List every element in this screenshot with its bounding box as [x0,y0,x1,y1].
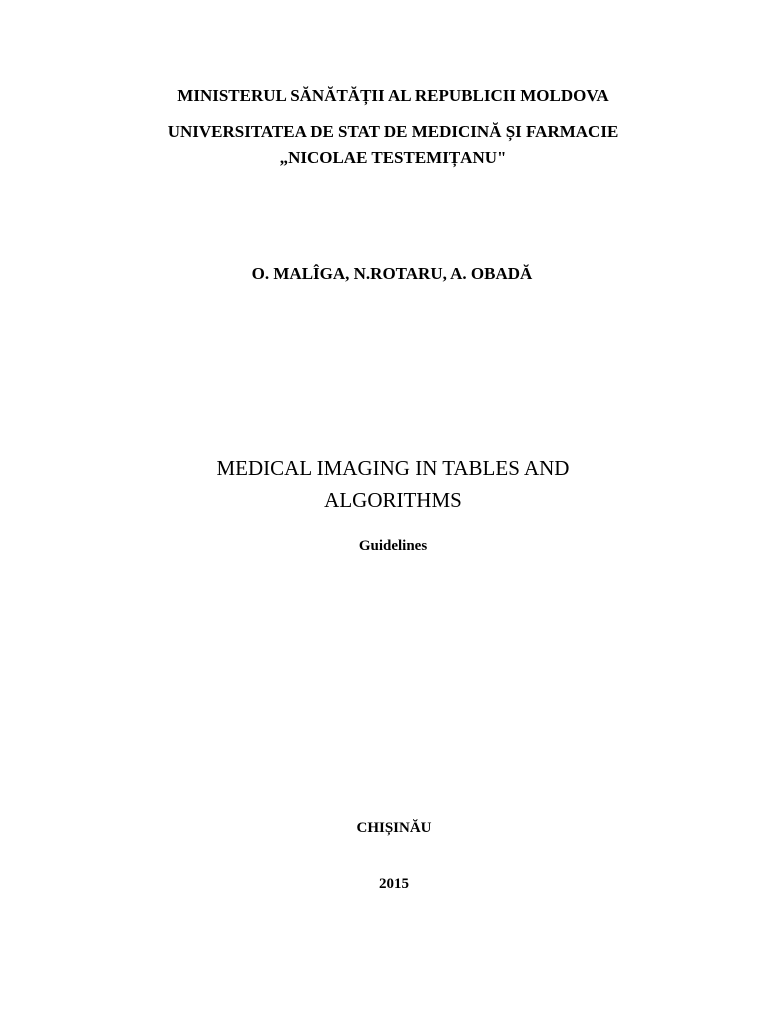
publication-city: CHIȘINĂU [356,820,432,836]
publication-year: 2015 [379,876,409,892]
university-heading-line-1: UNIVERSITATEA DE STAT DE MEDICINĂ ȘI FARMACIE [167,122,619,141]
document-title-line-2: ALGORITHMS [324,488,462,512]
university-heading-line-2: „NICOLAE TESTEMIȚANU" [279,148,507,167]
document-title-line-1: MEDICAL IMAGING IN TABLES AND [216,456,570,480]
document-subtitle: Guidelines [358,538,428,554]
ministry-heading: MINISTERUL SĂNĂTĂȚII AL REPUBLICII MOLDOVA [177,86,609,105]
authors: O. MALÎGA, N.ROTARU, A. OBADĂ [251,264,533,283]
